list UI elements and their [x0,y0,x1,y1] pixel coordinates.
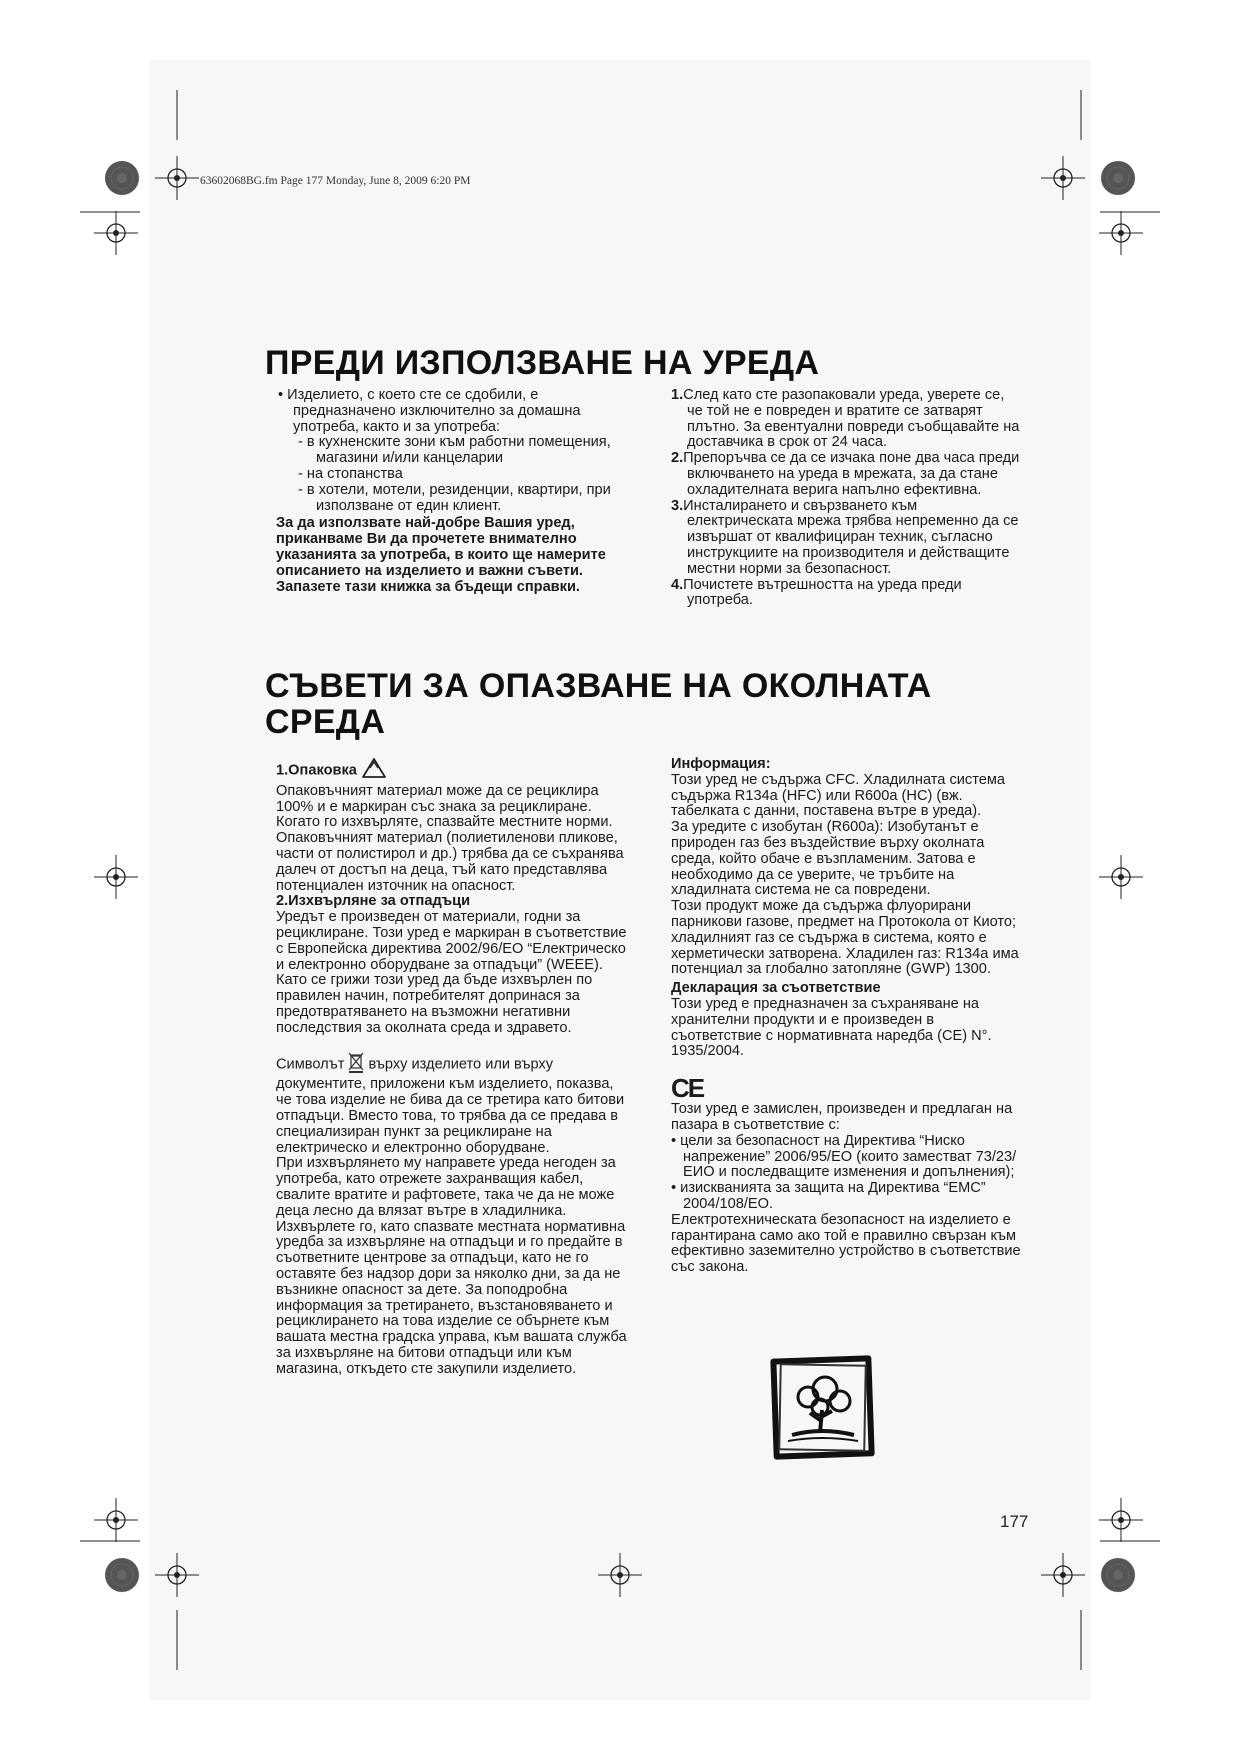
section2-left-column [276,757,631,1377]
keep-booklet-note: Запазете тази книжка за бъдещи справки. [276,578,580,595]
directive-bullet: • цели за безопасност на Директива “Ниско напрежение” 2006/95/ЕО (които заместват 73/23/ЕИО и последващите изменения и допълнения); [671,1132,1017,1181]
usage-dash-item: - на стопанства [298,465,403,482]
packaging-heading: 1.Опаковка [276,762,357,779]
crossed-bin-icon [348,1051,364,1078]
waste-paragraph: Уредът е произведен от материали, годни за рециклиране. Този уред е маркиран в съответствие с Европейска директива 2002/96/ЕО “Електрическо и електронно оборудване за отпадъци” (WEEE). Като се грижи този уред да бъде изхвърлен по правилен начин, потребителят допринася за предотвратяването на възможни негативни последствия за околната среда и здравето. [276,909,627,1036]
recycle-icon [361,757,387,784]
info-paragraph: За уредите с изобутан (R600a): Изобутанът е природен газ без въздействие върху околната среда, който обаче е възпламеним. Затова е необходимо да се уверите, че тръбите на хладилната система не са повредени. [671,819,985,899]
info-paragraph: Този уред не съдържа CFC. Хладилната система съдържа R134a (HFC) или R600a (HC) (вж. табелката с данни, поставена вътре в уреда). [671,771,1005,820]
usage-dash-item: - в хотели, мотели, резиденции, квартири, при използване от един клиент. [298,481,611,514]
disposal-paragraph: При изхвърлянето му направете уреда негоден за употреба, като отрежете захранващия кабел, свалите вратите и рафтовете, така че да не може деца лесно да влязат вътре в хладилника. [276,1155,616,1219]
step-item: 1.След като сте разопаковали уреда, уверете се, че той не е повреден и вратите се затварят плътно. За евентуални повреди съобщавайте на доставчика в срок от 24 часа. [671,387,1020,451]
step-item: 4.Почистете вътрешността на уреда преди употреба. [671,576,962,609]
section-title-line: СЪВЕТИ ЗА ОПАЗВАНЕ НА ОКОЛНАТА [265,667,932,705]
packaging-paragraph: Опаковъчният материал може да се рециклира 100% и е маркиран със знака за рециклиране. [276,782,599,815]
directive-bullet: • изискванията за защита на Директива “EMC” 2004/108/ЕО. [671,1180,986,1212]
section2-right-column [671,757,1021,1276]
section-title-line: СРЕДА [265,703,386,741]
file-header: 63602068BG.fm Page 177 Monday, June 8, 2009 6:20 PM [200,175,471,187]
information-heading: Информация: [671,756,771,772]
declaration-heading: Декларация за съответствие [671,980,881,997]
step-item: 2.Препоръчва се да се изчака поне два часа преди включването на уреда в мрежата, за да стане охладителната верига напълно ефективна. [671,450,1020,498]
electrical-safety-paragraph: Електротехническата безопасност на изделието е гарантирана само ако той е правилно свързан към ефективно заземително устройство в съответствие със закона. [671,1211,1021,1276]
local-rules-paragraph: Изхвърлете го, като спазвате местната нормативна уредба за изхвърляне на отпадъци и го предайте в съответните центрове за отпадъци, като не го оставяте без надзор дори за няколко дни, за да не възникне опасност за дете. За поподробна информация за третирането, възстановяването и рециклирането на това изделие се обърнете към вашата местна градска управа, към вашата служба за изхвърляне на битови отпадъци или към магазина, откъдето сте закупили изделието. [276,1218,627,1377]
usage-dash-item: - в кухненските зони към работни помещения, магазини и/или канцеларии [298,434,611,467]
declaration-paragraph: Този уред е предназначен за съхраняване на хранителни продукти и е произведен в съответствие с нормативната наредба (CE) N°. 1935/2004. [671,995,992,1060]
page-number: 177 [1000,1512,1029,1531]
packaging-paragraph: Когато го изхвърляте, спазвайте местните норми. Опаковъчният материал (полиетиленови пликове, части от полистирол и др.) трябва да се съхранява далеч от достъп на деца, тъй като представлява потенциален източник на опасност. [276,814,624,894]
section1-left-column [276,388,636,595]
read-instructions-note: За да използвате най-добре Вашия уред, приканваме Ви да прочетете внимателно указанията за употреба, в които ще намерите описанието на изделието и важни съвети. [276,515,606,579]
environment-tree-logo [770,1355,875,1460]
info-paragraph: Този продукт може да съдържа флуорирани парникови газове, предмет на Протокола от Киото; хладилният газ се съдържа в система, която е херметически затворена. Хладилен газ: R134a има потенциал за глобално затопляне (GWP) 1300. [671,898,1019,978]
ce-mark: CE [671,1073,704,1104]
section-title-environment [265,668,932,740]
section1-right-column [671,388,1021,609]
intro-bullet: • Изделието, с което сте се сдобили, е предназначено изключително за домашна употреба, както и за употреба: [278,387,581,435]
section-title-before-use: ПРЕДИ ИЗПОЛЗВАНЕ НА УРЕДА [265,344,820,382]
step-item: 3.Инсталирането и свързването към електрическата мрежа трябва непременно да се извършат от квалифициран техник, съгласно инструкциите на производителя и действащите местни норми за безопасност. [671,497,1019,577]
waste-heading: 2.Изхвърляне за отпадъци [276,893,471,910]
weee-symbol-paragraph: Символът върху изделието или върху документите, приложени към изделието, показва, че това изделие не бива да се третира като битови отпадъци. Вместо това, то трябва да се предава в специализиран пункт за рециклиране на електрическо и електронно оборудване. [276,1051,631,1157]
ce-paragraph: Този уред е замислен, произведен и предлаган на пазара в съответствие с: [671,1101,1013,1133]
